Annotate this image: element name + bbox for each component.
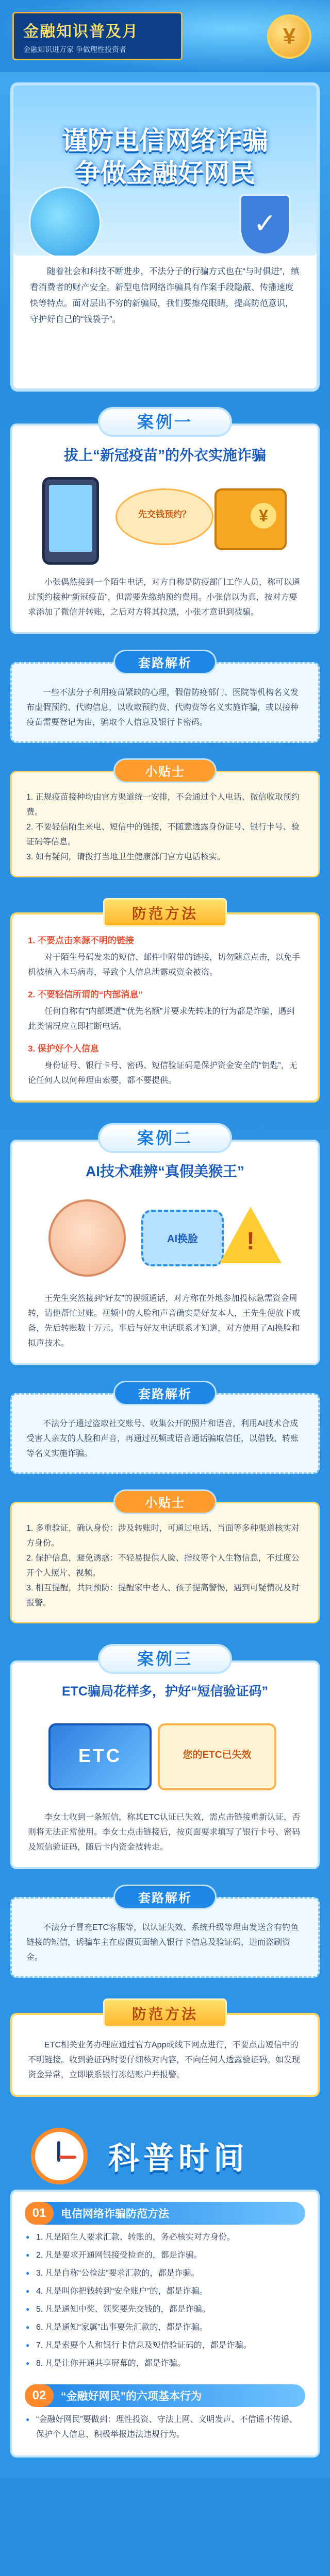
science-header bbox=[10, 2123, 320, 2190]
case2-tip: 3. 相互提醒，共同预防：提醒家中老人、孩子提高警惕，遇到可疑情况及时报警。 bbox=[26, 1584, 300, 1607]
case2-illustration bbox=[28, 1189, 302, 1287]
method3-section bbox=[10, 1998, 320, 2097]
case1-card bbox=[10, 423, 320, 634]
etc-card-label: ETC bbox=[78, 1745, 122, 1766]
check-item: ● 4. 凡是叫你把钱转到“安全账户”的，都是诈骗。 bbox=[25, 2284, 305, 2299]
banner-title: 金融知识普及月 bbox=[23, 23, 139, 40]
check-item: ● “金融好网民”要做到：理性投资、守法上网、文明发声、不信谣不传谣、保护个人信息、积极举报违法违规行为。 bbox=[25, 2412, 305, 2442]
top-banner bbox=[0, 0, 330, 72]
science-bar-title: “金融好网民”的六项基本行为 bbox=[61, 2391, 202, 2402]
case3-analysis: 不法分子冒充ETC客服等，以认证失效、系统升级等理由发送含有钓鱼链接的短信，诱骗车主在虚假页面输入银行卡信息及验证码，进而盗刷资金。 bbox=[26, 1923, 299, 1962]
hero-intro: 随着社会和科技不断进步，不法分子的行骗方式也在“与时俱进”，缜看消费者的财产安全。新型电信网络诈骗具有作案手段隐蔽、传播速度快等特点。面对层出不穷的新骗局，我们要擦亮眼睛，提高防范意识，守护好自己的“钱袋子”。 bbox=[30, 267, 300, 324]
hero-title-line2: 争做金融好网民 bbox=[75, 158, 255, 188]
science-bar-01 bbox=[25, 2202, 305, 2225]
case1-tips-label: 小贴士 bbox=[113, 758, 217, 783]
method1-section bbox=[10, 898, 320, 1103]
case1-body: 小张偶然接到一个陌生电话，对方自称是防疫部门工作人员，称可以通过预约接种“新冠疫苗”，但需要先缴纳预约费用。小张信以为真，按对方要求添加了微信并转账，之后对方将其拉黑，小张才意识到被骗。 bbox=[28, 578, 301, 617]
exclamation-icon: ! bbox=[246, 1228, 255, 1255]
case2-analysis-label: 套路解析 bbox=[113, 1381, 217, 1405]
case2-body: 王先生突然接到“好友”的视频通话，对方称在外地参加投标急需资金周转，请他帮忙过账。视频中的人脸和声音确实是好友本人，王先生便放下戒备，先后转账数十万元。事后与好友电话联系才知道，对方使用了AI换脸和拟声技术。 bbox=[28, 1294, 301, 1348]
clock-icon bbox=[31, 2128, 88, 2184]
case1-analysis: 一些不法分子利用疫苗紧缺的心理，假借防疫部门、医院等机构名义发布虚假预约、代购信息，以收取预约费、代购费等名义实施诈骗，或以接种疫苗需要登记为由，骗取个人信息及银行卡密码。 bbox=[26, 688, 299, 727]
science-title: 科普时间 bbox=[108, 2141, 249, 2176]
case2-tips-card bbox=[10, 1502, 320, 1623]
science-checklist-01 bbox=[25, 2230, 305, 2371]
case3-illus-text: 您的ETC已失效 bbox=[183, 1750, 252, 1760]
wallet-icon bbox=[214, 488, 287, 550]
method1-card bbox=[10, 912, 320, 1103]
check-item: ● 1. 凡是陌生人要求汇款、转账的，务必核实对方身份。 bbox=[25, 2230, 305, 2245]
science-section bbox=[10, 2123, 320, 2458]
science-num: 02 bbox=[25, 2384, 54, 2407]
method3-text: ETC相关业务办理应通过官方App或线下网点进行，不要点击短信中的不明链接。收到验证码时要仔细核对内容，不向任何人透露验证码。如发现资金异常，立即联系银行冻结账户并报警。 bbox=[28, 2041, 301, 2079]
case3-section bbox=[10, 1644, 320, 1978]
case2-tip: 1. 多重验证，确认身份：涉及转账时，可通过电话、当面等多种渠道核实对方身份。 bbox=[26, 1524, 300, 1548]
hero-graphic bbox=[13, 86, 317, 256]
science-bar-title: 电信网络诈骗防范方法 bbox=[61, 2208, 169, 2220]
case1-tip: 2. 不要轻信陌生来电、短信中的链接，不随意透露身份证号、银行卡号、验证码等信息。 bbox=[26, 823, 300, 846]
method1-item-text: 身份证号、银行卡号、密码、短信验证码是保护资金安全的“钥匙”，无论任何人以何种理由索要，都不要提供。 bbox=[28, 1061, 298, 1085]
case3-card bbox=[10, 1660, 320, 1869]
shield-icon bbox=[239, 194, 291, 256]
case2-illus-text: AI换脸 bbox=[167, 1233, 198, 1245]
case1-label: 案例一 bbox=[98, 407, 232, 437]
globe-icon bbox=[29, 187, 101, 256]
case3-analysis-label: 套路解析 bbox=[113, 1885, 217, 1909]
science-num: 01 bbox=[25, 2202, 54, 2225]
phone-icon bbox=[42, 477, 99, 565]
check-item: ● 3. 凡是自称“公检法”要求汇款的，都是诈骗。 bbox=[25, 2266, 305, 2281]
case3-body: 李女士收到一条短信，称其ETC认证已失效，需点击链接重新认证，否则将无法正常使用。李女士点击链接后，按页面要求填写了银行卡号、密码及短信验证码，随后卡内资金被转走。 bbox=[28, 1813, 301, 1852]
face-icon bbox=[48, 1199, 126, 1277]
case3-title: ETC骗局花样多，护好“短信验证码” bbox=[61, 1684, 268, 1699]
case2-section bbox=[10, 1123, 320, 1623]
case2-card bbox=[10, 1140, 320, 1365]
method3-label: 防范方法 bbox=[103, 1998, 227, 2027]
case1-title: 拔上“新冠疫苗”的外衣实施诈骗 bbox=[63, 447, 266, 463]
check-item: ● 8. 凡是让你开通共享屏幕的，都是诈骗。 bbox=[25, 2356, 305, 2371]
method1-item-title: 3. 保护好个人信息 bbox=[28, 1044, 99, 1054]
check-item: ● 6. 凡是通知“家属”出事要先汇款的，都是诈骗。 bbox=[25, 2320, 305, 2335]
case1-tips-card bbox=[10, 771, 320, 877]
case2-analysis: 不法分子通过盗取社交账号、收集公开的照片和语音，利用AI技术合成受害人亲友的人脸和声音，再通过视频或语音通话骗取信任，以借钱、转账等名义实施诈骗。 bbox=[26, 1419, 299, 1458]
coin-icon bbox=[267, 14, 311, 59]
check-item: ● 2. 凡是要求开通网银接受检查的，都是诈骗。 bbox=[25, 2248, 305, 2263]
case1-tip: 3. 如有疑问，请拨打当地卫生健康部门官方电话核实。 bbox=[26, 853, 225, 861]
hero-title bbox=[13, 125, 317, 189]
method1-label: 防范方法 bbox=[103, 898, 227, 927]
science-card bbox=[10, 2190, 320, 2458]
method1-item-title: 1. 不要点击来源不明的链接 bbox=[28, 936, 134, 945]
case1-section bbox=[10, 407, 320, 877]
check-item: ● 7. 凡是索要个人和银行卡信息及短信验证码的，都是诈骗。 bbox=[25, 2338, 305, 2353]
science-checklist-02 bbox=[25, 2412, 305, 2442]
check-item: ● 5. 凡是通知中奖、领奖要先交钱的，都是诈骗。 bbox=[25, 2302, 305, 2317]
case3-label: 案例三 bbox=[98, 1644, 232, 1674]
science-bar-02 bbox=[25, 2384, 305, 2407]
method1-item-title: 2. 不要轻信所谓的“内部消息” bbox=[28, 990, 143, 999]
case2-label: 案例二 bbox=[98, 1123, 232, 1153]
method1-item-text: 任何自称有“内部渠道”“优先名额”并要求先转账的行为都是诈骗，遇到此类情况应立即挂断电话。 bbox=[28, 1007, 295, 1031]
banner-plate bbox=[12, 12, 183, 60]
case2-title: AI技术难辨“真假美猴王” bbox=[85, 1163, 244, 1179]
case3-illustration bbox=[28, 1708, 302, 1806]
hero-title-line1: 谨防电信网络诈骗 bbox=[62, 126, 268, 155]
method1-item-text: 对于陌生号码发来的短信、邮件中附带的链接，切勿随意点击，以免手机被植入木马病毒，导致个人信息泄露或资金被盗。 bbox=[28, 953, 301, 977]
case1-illus-text: 先交钱预约？ bbox=[138, 510, 191, 519]
case1-illustration bbox=[28, 473, 302, 571]
case2-tip: 2. 保护信息，避免诱惑：不轻易提供人脸、指纹等个人生物信息，不过度公开个人照片、视频。 bbox=[26, 1554, 300, 1578]
case1-tip: 1. 正规疫苗接种均由官方渠道统一安排，不会通过个人电话、微信收取预约费。 bbox=[26, 793, 300, 817]
banner-subtitle: 金融知识进万家 争做理性投资者 bbox=[23, 45, 126, 54]
case2-tips-label: 小贴士 bbox=[113, 1489, 217, 1514]
hero-section bbox=[0, 72, 330, 392]
case1-analysis-label: 套路解析 bbox=[113, 650, 217, 674]
